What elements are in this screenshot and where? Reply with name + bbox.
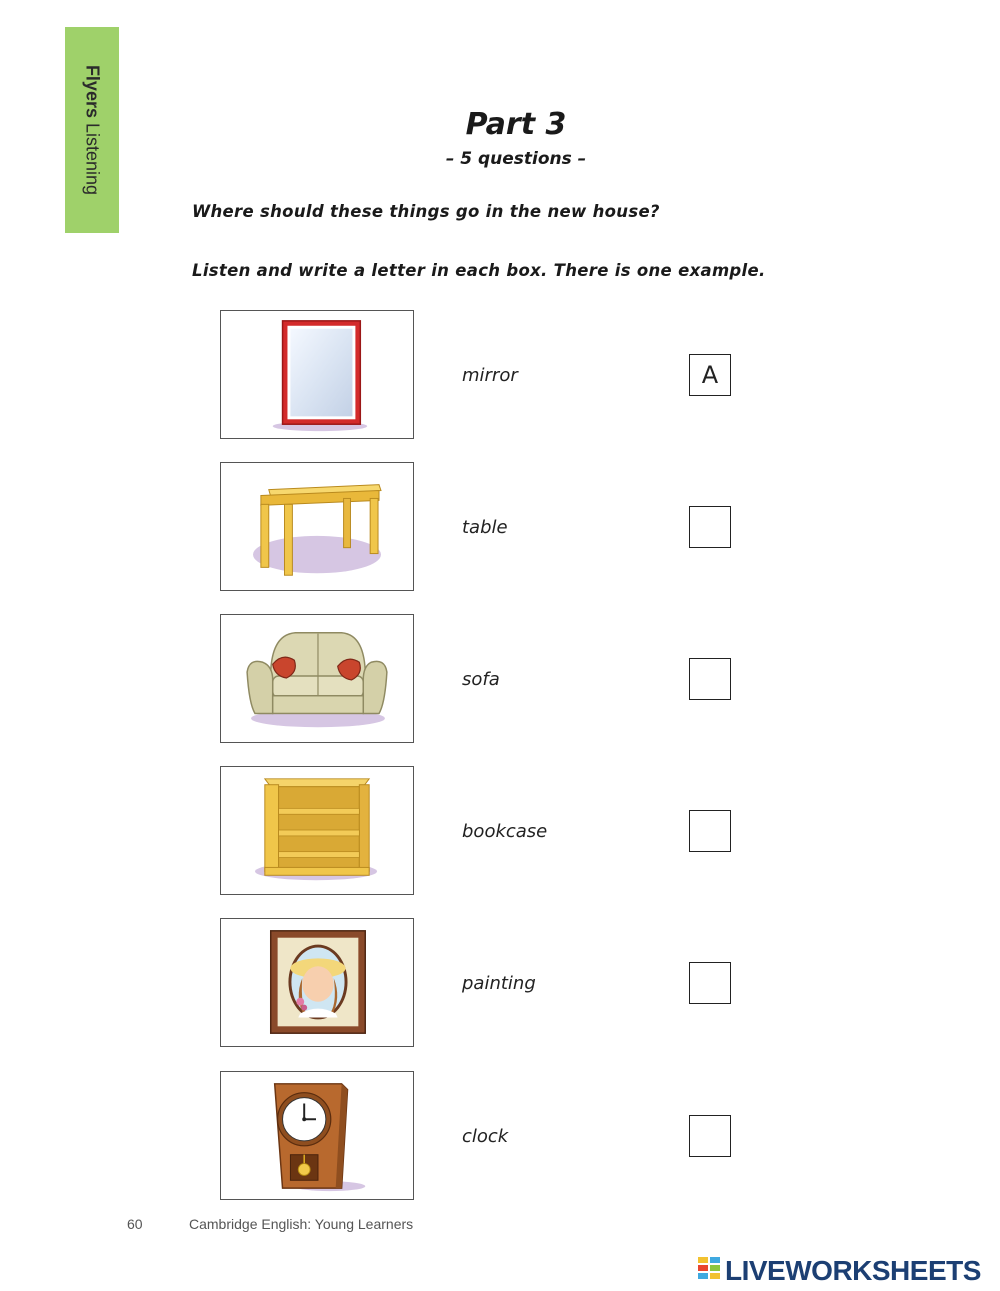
answer-box-example[interactable] [689, 354, 731, 396]
item-row-bookcase [0, 766, 1000, 896]
answer-box-painting[interactable] [689, 962, 731, 1004]
table-icon [221, 463, 413, 590]
section-tab-bold: Flyers [82, 64, 103, 118]
item-row-clock [0, 1071, 1000, 1201]
item-word: sofa [462, 669, 500, 690]
brand-blocks-icon [698, 1257, 722, 1285]
item-row-painting [0, 918, 1000, 1048]
publisher-line: Cambridge English: Young Learners [189, 1216, 414, 1232]
painting-icon [221, 919, 413, 1046]
instruction-question: Where should these things go in the new house? [192, 202, 660, 221]
brand-name: LIVEWORKSHEETS [725, 1255, 981, 1286]
item-word: bookcase [462, 821, 548, 842]
mirror-icon [221, 311, 413, 438]
answer-box-clock[interactable] [689, 1115, 731, 1157]
page-number: 60 [127, 1216, 143, 1232]
item-word: mirror [462, 365, 518, 386]
picture-frame [220, 310, 414, 439]
item-row-table [0, 462, 1000, 592]
bookcase-icon [221, 767, 413, 894]
picture-frame [220, 766, 414, 895]
section-tab-rest: Listening [82, 123, 103, 196]
picture-frame [220, 918, 414, 1047]
page-title: Part 3 [465, 107, 567, 142]
item-word: table [462, 517, 508, 538]
picture-frame [220, 614, 414, 743]
clock-icon [221, 1072, 413, 1199]
answer-box-bookcase[interactable] [689, 810, 731, 852]
picture-frame [220, 462, 414, 591]
answer-box-sofa[interactable] [689, 658, 731, 700]
instruction-task: Listen and write a letter in each box. There is one example. [192, 261, 766, 280]
page-subtitle: – 5 questions – [445, 149, 587, 169]
item-row-mirror [0, 310, 1000, 440]
brand-logo[interactable] [698, 1254, 981, 1288]
item-row-sofa [0, 614, 1000, 744]
item-word: painting [462, 973, 536, 994]
item-word: clock [462, 1126, 509, 1147]
answer-box-table[interactable] [689, 506, 731, 548]
sofa-icon [221, 615, 413, 742]
picture-frame [220, 1071, 414, 1200]
